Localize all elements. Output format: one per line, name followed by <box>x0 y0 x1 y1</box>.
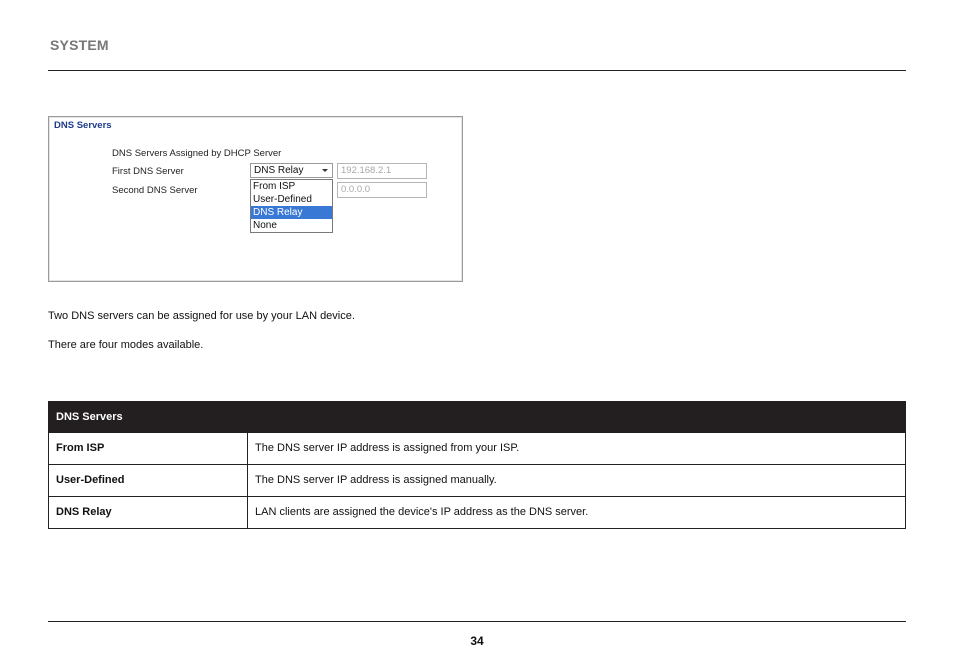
table-term: From ISP <box>49 433 248 464</box>
table-description: The DNS server IP address is assigned from your ISP. <box>255 442 520 454</box>
dns-settings-screenshot <box>48 116 463 282</box>
first-dns-ip-field[interactable]: 192.168.2.1 <box>337 163 427 179</box>
dropdown-option-from-isp[interactable]: From ISP <box>253 181 296 192</box>
page-number: 34 <box>470 634 484 648</box>
dns-modes-table <box>48 401 906 529</box>
table-term: DNS Relay <box>49 497 248 528</box>
chevron-down-icon <box>322 169 328 172</box>
dropdown-option-none[interactable]: None <box>253 220 277 231</box>
dropdown-option-dns-relay[interactable]: DNS Relay <box>251 206 332 219</box>
dns-mode-select-value: DNS Relay <box>254 165 304 176</box>
intro-paragraph: Two DNS servers can be assigned for use by your LAN device. <box>48 310 355 322</box>
section-title: SYSTEM <box>50 37 109 53</box>
table-header: DNS Servers <box>48 401 906 433</box>
table-description: The DNS server IP address is assigned manually. <box>255 474 497 486</box>
table-row <box>48 433 906 465</box>
first-dns-label: First DNS Server <box>112 166 184 177</box>
header-divider <box>48 70 906 71</box>
panel-subtitle: DNS Servers Assigned by DHCP Server <box>112 148 282 159</box>
dns-mode-select[interactable] <box>250 163 333 178</box>
table-row <box>48 465 906 497</box>
second-dns-label: Second DNS Server <box>112 185 198 196</box>
table-description: LAN clients are assigned the device's IP address as the DNS server. <box>255 506 589 518</box>
table-row <box>48 497 906 529</box>
dns-mode-dropdown <box>250 179 333 233</box>
second-dns-ip-field[interactable]: 0.0.0.0 <box>337 182 427 198</box>
modes-paragraph: There are four modes available. <box>48 339 204 351</box>
footer-divider <box>48 621 906 622</box>
table-term: User-Defined <box>49 465 248 496</box>
dropdown-option-user-defined[interactable]: User-Defined <box>253 194 312 205</box>
panel-title: DNS Servers <box>54 120 112 131</box>
